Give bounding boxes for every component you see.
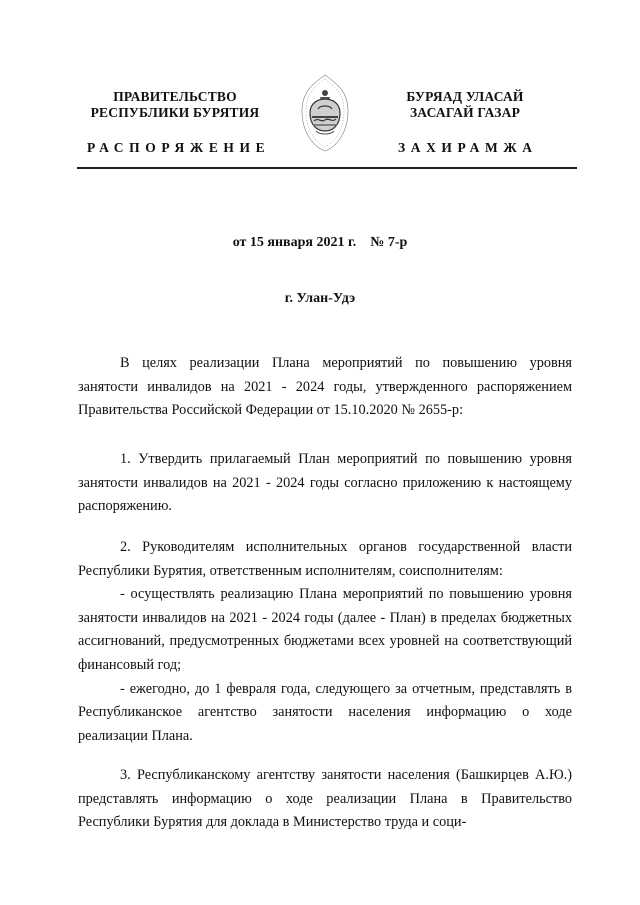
item-2-bullet-2: - ежегодно, до 1 февраля года, следующего за отчетным, представлять в Республиканское агентство занятости населения информацию о ходе реализации Плана. [78,680,572,744]
item-2-bullet-1: - осуществлять реализацию Плана мероприятий по повышению уровня занятости инвалидов на 2021 - 2024 годы (далее - План) в пределах бюджетных ассигнований, предусмотренных бюджетами всех уровней на соответствующий финансовый год; [78,586,572,673]
item-1-paragraph: 1. Утвердить прилагаемый План мероприятий по повышению уровня занятости инвалидов на 2021 - 2024 годы согласно приложению к настоящему распоряжению. [78,451,572,515]
header-left-line1: ПРАВИТЕЛЬСТВО [113,89,237,104]
document-number: № 7-р [370,235,408,250]
doc-type-buryat: ЗАХИРАМЖА [398,140,538,155]
header-left-title [80,89,270,121]
item-3-paragraph: 3. Республиканскому агентству занятости населения (Башкирцев А.Ю.) представлять информацию о ходе реализации Плана в Правительство Республики Бурятия для доклада в Министерство труда и соци- [78,767,572,831]
document-date: от 15 января 2021 г. [232,235,357,250]
item-2-section [78,536,572,748]
header-left-line2: РЕСПУБЛИКИ БУРЯТИЯ [90,105,260,120]
item-2-intro: 2. Руководителям исполнительных органов государственной власти Республики Бурятия, ответственным исполнителям, соисполнителям: [78,539,572,579]
document-city: г. Улан-Удэ [284,291,356,306]
header-right-line1: БУРЯАД УЛАСАЙ [406,89,524,104]
doc-type-russian: РАСПОРЯЖЕНИЕ [87,140,271,155]
coat-of-arms-emblem [296,73,354,153]
header-right-title [380,89,550,121]
header-divider [77,167,577,169]
header-right-line2: ЗАСАГАЙ ГАЗАР [409,105,521,120]
date-number-line [0,235,640,251]
intro-paragraph: В целях реализации Плана мероприятий по повышению уровня занятости инвалидов на 2021 - 2024 годы, утвержденного распоряжением Правительства Российской Федерации от 15.10.2020 № 2655-р: [78,355,572,419]
